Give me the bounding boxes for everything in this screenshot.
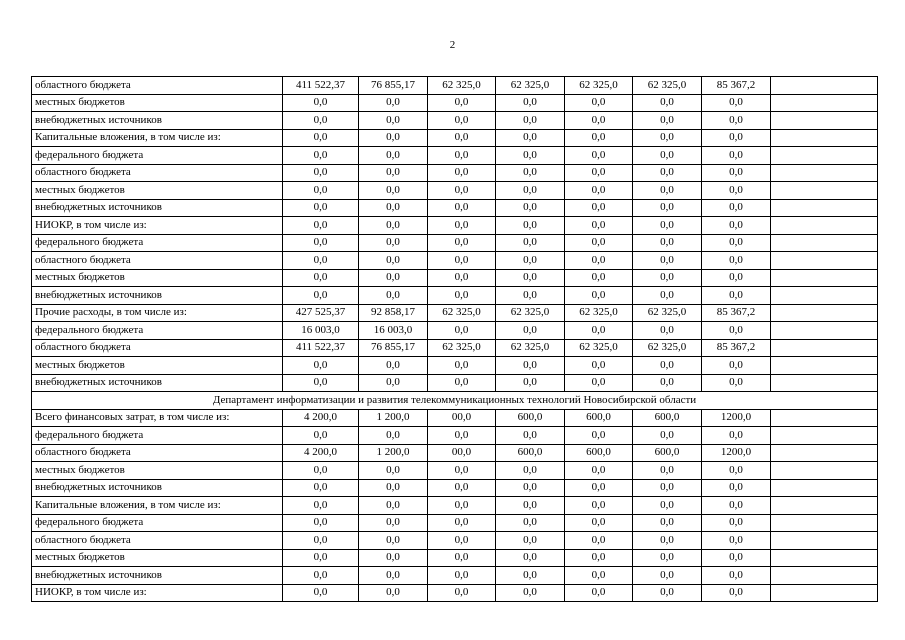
table-row: [32, 374, 878, 392]
table-cell: [771, 549, 878, 567]
table-cell: [771, 444, 878, 462]
table-row: [32, 77, 878, 95]
table-cell: 0,0: [633, 269, 702, 287]
table-row: [32, 304, 878, 322]
table-row: [32, 234, 878, 252]
table-cell: 62 325,0: [496, 77, 565, 95]
table-cell: [771, 182, 878, 200]
table-cell: 0,0: [702, 252, 771, 270]
table-cell: 600,0: [633, 444, 702, 462]
table-cell: 0,0: [496, 322, 565, 340]
table-cell: 0,0: [702, 199, 771, 217]
table-cell: 0,0: [359, 252, 428, 270]
table-row: [32, 462, 878, 480]
table-cell: 0,0: [428, 532, 496, 550]
table-cell: 0,0: [428, 322, 496, 340]
table-cell: 0,0: [359, 549, 428, 567]
table-cell: 0,0: [633, 94, 702, 112]
table-cell: 1200,0: [702, 409, 771, 427]
table-cell: 0,0: [428, 164, 496, 182]
table-cell: 0,0: [496, 287, 565, 305]
table-cell: 0,0: [565, 497, 633, 515]
table-cell: 0,0: [359, 269, 428, 287]
table-cell: 0,0: [565, 479, 633, 497]
table-cell: 0,0: [702, 497, 771, 515]
row-label: НИОКР, в том числе из:: [32, 584, 283, 602]
table-cell: 427 525,37: [283, 304, 359, 322]
table-cell: 76 855,17: [359, 77, 428, 95]
table-row: [32, 532, 878, 550]
table-cell: 85 367,2: [702, 339, 771, 357]
table-row: [32, 549, 878, 567]
row-label: местных бюджетов: [32, 269, 283, 287]
table-cell: 0,0: [283, 147, 359, 165]
table-cell: 00,0: [428, 409, 496, 427]
table-cell: 0,0: [496, 199, 565, 217]
table-cell: 0,0: [283, 287, 359, 305]
table-cell: 0,0: [283, 129, 359, 147]
table-row: [32, 287, 878, 305]
table-cell: 4 200,0: [283, 444, 359, 462]
table-cell: [771, 234, 878, 252]
table-cell: 0,0: [633, 147, 702, 165]
table-cell: 0,0: [702, 462, 771, 480]
table-cell: 0,0: [283, 427, 359, 445]
table-cell: 0,0: [283, 357, 359, 375]
table-cell: 4 200,0: [283, 409, 359, 427]
table-cell: 0,0: [359, 514, 428, 532]
table-row: [32, 94, 878, 112]
table-cell: 0,0: [428, 147, 496, 165]
table-cell: 0,0: [565, 322, 633, 340]
table-cell: 0,0: [702, 94, 771, 112]
table-cell: 0,0: [359, 147, 428, 165]
table-cell: 600,0: [496, 444, 565, 462]
table-cell: 0,0: [565, 427, 633, 445]
table-cell: 0,0: [428, 497, 496, 515]
table-cell: 0,0: [496, 94, 565, 112]
financing-table: [31, 76, 878, 602]
table-cell: 0,0: [496, 129, 565, 147]
table-cell: 0,0: [283, 94, 359, 112]
table-cell: [771, 357, 878, 375]
table-cell: 0,0: [283, 549, 359, 567]
table-cell: 0,0: [702, 234, 771, 252]
table-cell: 62 325,0: [565, 77, 633, 95]
table-cell: 0,0: [565, 287, 633, 305]
table-cell: 0,0: [359, 217, 428, 235]
table-cell: 0,0: [702, 427, 771, 445]
table-cell: [771, 339, 878, 357]
table-cell: 0,0: [428, 234, 496, 252]
table-cell: 0,0: [565, 252, 633, 270]
table-cell: 0,0: [496, 357, 565, 375]
table-cell: 0,0: [565, 147, 633, 165]
row-label: внебюджетных источников: [32, 112, 283, 130]
table-cell: 0,0: [633, 479, 702, 497]
table-cell: [771, 112, 878, 130]
table-cell: 0,0: [428, 584, 496, 602]
table-row: [32, 427, 878, 445]
row-label: НИОКР, в том числе из:: [32, 217, 283, 235]
table-cell: 0,0: [633, 112, 702, 130]
row-label: внебюджетных источников: [32, 287, 283, 305]
table-cell: 0,0: [428, 567, 496, 585]
table-cell: 0,0: [633, 549, 702, 567]
table-cell: 0,0: [633, 462, 702, 480]
table-cell: 1 200,0: [359, 409, 428, 427]
table-cell: [771, 497, 878, 515]
table-cell: 0,0: [283, 497, 359, 515]
table-cell: 0,0: [496, 479, 565, 497]
table-cell: [771, 129, 878, 147]
table-cell: [771, 147, 878, 165]
table-cell: 00,0: [428, 444, 496, 462]
table-cell: 62 325,0: [428, 304, 496, 322]
table-cell: 0,0: [496, 217, 565, 235]
table-cell: 411 522,37: [283, 77, 359, 95]
table-cell: [771, 322, 878, 340]
table-cell: 0,0: [565, 129, 633, 147]
table-cell: 0,0: [633, 532, 702, 550]
table-cell: 0,0: [428, 427, 496, 445]
row-label: Всего финансовых затрат, в том числе из:: [32, 409, 283, 427]
row-label: внебюджетных источников: [32, 199, 283, 217]
row-label: областного бюджета: [32, 339, 283, 357]
row-label: федерального бюджета: [32, 234, 283, 252]
row-label: федерального бюджета: [32, 427, 283, 445]
table-cell: [771, 584, 878, 602]
table-cell: 0,0: [565, 164, 633, 182]
table-row: [32, 252, 878, 270]
table-cell: 0,0: [283, 182, 359, 200]
row-label: местных бюджетов: [32, 357, 283, 375]
table-cell: 0,0: [428, 199, 496, 217]
table-cell: 0,0: [496, 584, 565, 602]
table-cell: 0,0: [702, 479, 771, 497]
table-cell: 0,0: [633, 217, 702, 235]
table-row: [32, 584, 878, 602]
table-cell: 0,0: [565, 514, 633, 532]
table-row: [32, 497, 878, 515]
table-cell: 0,0: [283, 269, 359, 287]
table-cell: 0,0: [359, 234, 428, 252]
table-cell: 0,0: [359, 287, 428, 305]
row-label: внебюджетных источников: [32, 567, 283, 585]
table-cell: [771, 77, 878, 95]
table-cell: 0,0: [283, 234, 359, 252]
table-cell: 0,0: [702, 112, 771, 130]
table-cell: [771, 532, 878, 550]
table-cell: 0,0: [359, 94, 428, 112]
table-cell: 0,0: [283, 374, 359, 392]
table-cell: 62 325,0: [633, 304, 702, 322]
table-cell: 0,0: [359, 164, 428, 182]
row-label: федерального бюджета: [32, 322, 283, 340]
row-label: областного бюджета: [32, 252, 283, 270]
table-cell: 0,0: [496, 514, 565, 532]
table-cell: 0,0: [702, 567, 771, 585]
table-cell: 0,0: [496, 497, 565, 515]
table-cell: 0,0: [702, 129, 771, 147]
row-label: Капитальные вложения, в том числе из:: [32, 129, 283, 147]
table-cell: 0,0: [428, 252, 496, 270]
row-label: федерального бюджета: [32, 147, 283, 165]
table-cell: 0,0: [496, 427, 565, 445]
table-cell: 0,0: [565, 112, 633, 130]
table-cell: 0,0: [633, 287, 702, 305]
table-cell: 0,0: [283, 514, 359, 532]
table-cell: 0,0: [633, 199, 702, 217]
row-label: внебюджетных источников: [32, 374, 283, 392]
table-cell: 0,0: [283, 479, 359, 497]
table-cell: 0,0: [496, 269, 565, 287]
table-row: [32, 409, 878, 427]
table-cell: 0,0: [283, 217, 359, 235]
table-cell: 0,0: [496, 374, 565, 392]
table-row: [32, 444, 878, 462]
table-cell: 0,0: [565, 234, 633, 252]
row-label: местных бюджетов: [32, 182, 283, 200]
table-cell: 0,0: [565, 549, 633, 567]
table-cell: 62 325,0: [496, 304, 565, 322]
department-row: [32, 392, 878, 410]
table-cell: 600,0: [633, 409, 702, 427]
table-cell: 0,0: [428, 129, 496, 147]
table-cell: 0,0: [496, 549, 565, 567]
table-row: [32, 129, 878, 147]
table-cell: 0,0: [428, 479, 496, 497]
table-row: [32, 269, 878, 287]
table-cell: 0,0: [702, 217, 771, 235]
table-cell: 0,0: [359, 199, 428, 217]
table-cell: 0,0: [633, 584, 702, 602]
table-cell: 0,0: [428, 112, 496, 130]
table-cell: [771, 567, 878, 585]
table-cell: 0,0: [428, 269, 496, 287]
table-cell: 0,0: [496, 234, 565, 252]
table-cell: 0,0: [565, 199, 633, 217]
row-label: внебюджетных источников: [32, 479, 283, 497]
table-cell: 0,0: [702, 269, 771, 287]
table-cell: 0,0: [283, 567, 359, 585]
table-cell: 0,0: [633, 182, 702, 200]
row-label: областного бюджета: [32, 77, 283, 95]
table-cell: 0,0: [359, 479, 428, 497]
table-cell: 0,0: [702, 287, 771, 305]
table-cell: 0,0: [283, 584, 359, 602]
table-cell: 62 325,0: [428, 339, 496, 357]
table-cell: [771, 514, 878, 532]
table-cell: 0,0: [496, 147, 565, 165]
table-cell: 600,0: [565, 444, 633, 462]
table-cell: 0,0: [283, 532, 359, 550]
table-cell: 0,0: [702, 532, 771, 550]
table-cell: 0,0: [359, 374, 428, 392]
table-cell: 0,0: [633, 322, 702, 340]
table-row: [32, 322, 878, 340]
table-cell: 0,0: [359, 532, 428, 550]
row-label: областного бюджета: [32, 444, 283, 462]
table-cell: 0,0: [359, 462, 428, 480]
table-cell: 0,0: [283, 199, 359, 217]
table-row: [32, 514, 878, 532]
table-cell: 0,0: [565, 567, 633, 585]
table-cell: 62 325,0: [633, 77, 702, 95]
table-cell: 0,0: [428, 462, 496, 480]
table-cell: 62 325,0: [496, 339, 565, 357]
table-cell: 0,0: [633, 514, 702, 532]
table-cell: 0,0: [496, 532, 565, 550]
table-cell: 62 325,0: [565, 339, 633, 357]
table-cell: 0,0: [428, 94, 496, 112]
table-cell: 0,0: [633, 252, 702, 270]
table-row: [32, 112, 878, 130]
table-cell: 0,0: [565, 532, 633, 550]
table-cell: [771, 374, 878, 392]
table-cell: 0,0: [428, 357, 496, 375]
table-cell: [771, 304, 878, 322]
table-cell: [771, 199, 878, 217]
row-label: местных бюджетов: [32, 94, 283, 112]
table-cell: 0,0: [496, 164, 565, 182]
table-cell: [771, 252, 878, 270]
table-cell: [771, 164, 878, 182]
table-cell: 0,0: [633, 357, 702, 375]
table-cell: 0,0: [359, 497, 428, 515]
table-cell: 0,0: [283, 112, 359, 130]
row-label: областного бюджета: [32, 532, 283, 550]
table-cell: [771, 269, 878, 287]
table-cell: 0,0: [359, 112, 428, 130]
table-cell: 0,0: [633, 567, 702, 585]
table-cell: 411 522,37: [283, 339, 359, 357]
row-label: местных бюджетов: [32, 462, 283, 480]
table-cell: 0,0: [702, 514, 771, 532]
table-cell: 0,0: [565, 462, 633, 480]
table-cell: 0,0: [565, 584, 633, 602]
table-cell: 0,0: [565, 357, 633, 375]
table-cell: [771, 287, 878, 305]
table-row: [32, 164, 878, 182]
table-cell: 0,0: [702, 164, 771, 182]
table-row: [32, 182, 878, 200]
page-number: 2: [449, 39, 456, 51]
table-cell: [771, 94, 878, 112]
table-cell: 0,0: [702, 549, 771, 567]
table-cell: 0,0: [428, 514, 496, 532]
table-cell: 0,0: [565, 269, 633, 287]
table-cell: 1 200,0: [359, 444, 428, 462]
table-cell: 0,0: [633, 129, 702, 147]
table-cell: 0,0: [496, 567, 565, 585]
table-cell: 0,0: [565, 182, 633, 200]
table-cell: 62 325,0: [633, 339, 702, 357]
row-label: федерального бюджета: [32, 514, 283, 532]
table-row: [32, 339, 878, 357]
table-cell: 85 367,2: [702, 77, 771, 95]
table-cell: 0,0: [359, 129, 428, 147]
table-cell: 0,0: [428, 287, 496, 305]
table-cell: 0,0: [283, 164, 359, 182]
table-cell: 600,0: [496, 409, 565, 427]
table-cell: 0,0: [565, 374, 633, 392]
table-cell: 0,0: [565, 217, 633, 235]
table-cell: 0,0: [702, 147, 771, 165]
table-cell: 92 858,17: [359, 304, 428, 322]
table-cell: [771, 479, 878, 497]
table-cell: 0,0: [633, 374, 702, 392]
table-cell: 0,0: [633, 164, 702, 182]
table-cell: [771, 462, 878, 480]
table-cell: 0,0: [359, 567, 428, 585]
row-label: Прочие расходы, в том числе из:: [32, 304, 283, 322]
table-cell: 0,0: [428, 217, 496, 235]
table-cell: 0,0: [702, 357, 771, 375]
row-label: областного бюджета: [32, 164, 283, 182]
table-row: [32, 147, 878, 165]
table-cell: 85 367,2: [702, 304, 771, 322]
table-cell: 76 855,17: [359, 339, 428, 357]
table-cell: 62 325,0: [428, 77, 496, 95]
table-cell: 16 003,0: [359, 322, 428, 340]
table-cell: 0,0: [428, 182, 496, 200]
table-cell: 0,0: [565, 94, 633, 112]
table-cell: 0,0: [633, 497, 702, 515]
table-cell: [771, 409, 878, 427]
table-cell: 0,0: [633, 427, 702, 445]
table-cell: 0,0: [359, 584, 428, 602]
table-cell: 0,0: [633, 234, 702, 252]
row-label: местных бюджетов: [32, 549, 283, 567]
table-cell: [771, 427, 878, 445]
table-cell: 0,0: [496, 182, 565, 200]
table-row: [32, 199, 878, 217]
table-cell: 16 003,0: [283, 322, 359, 340]
table-row: [32, 479, 878, 497]
table-cell: 0,0: [428, 374, 496, 392]
table-cell: 0,0: [702, 182, 771, 200]
table-cell: 0,0: [428, 549, 496, 567]
table-cell: 0,0: [702, 374, 771, 392]
table-cell: 0,0: [496, 252, 565, 270]
table-cell: 0,0: [359, 357, 428, 375]
table-row: [32, 357, 878, 375]
table-cell: 0,0: [359, 427, 428, 445]
table-cell: 1200,0: [702, 444, 771, 462]
table-row: [32, 217, 878, 235]
table-cell: [771, 217, 878, 235]
table-cell: 0,0: [283, 252, 359, 270]
table-row: [32, 567, 878, 585]
table-cell: 600,0: [565, 409, 633, 427]
table-cell: 0,0: [496, 112, 565, 130]
table-cell: 0,0: [359, 182, 428, 200]
table-cell: 0,0: [283, 462, 359, 480]
table-cell: 62 325,0: [565, 304, 633, 322]
row-label: Капитальные вложения, в том числе из:: [32, 497, 283, 515]
department-title: Департамент информатизации и развития телекоммуникационных технологий Новосибирской области: [32, 392, 878, 410]
table-cell: 0,0: [702, 584, 771, 602]
table-cell: 0,0: [702, 322, 771, 340]
table-cell: 0,0: [496, 462, 565, 480]
